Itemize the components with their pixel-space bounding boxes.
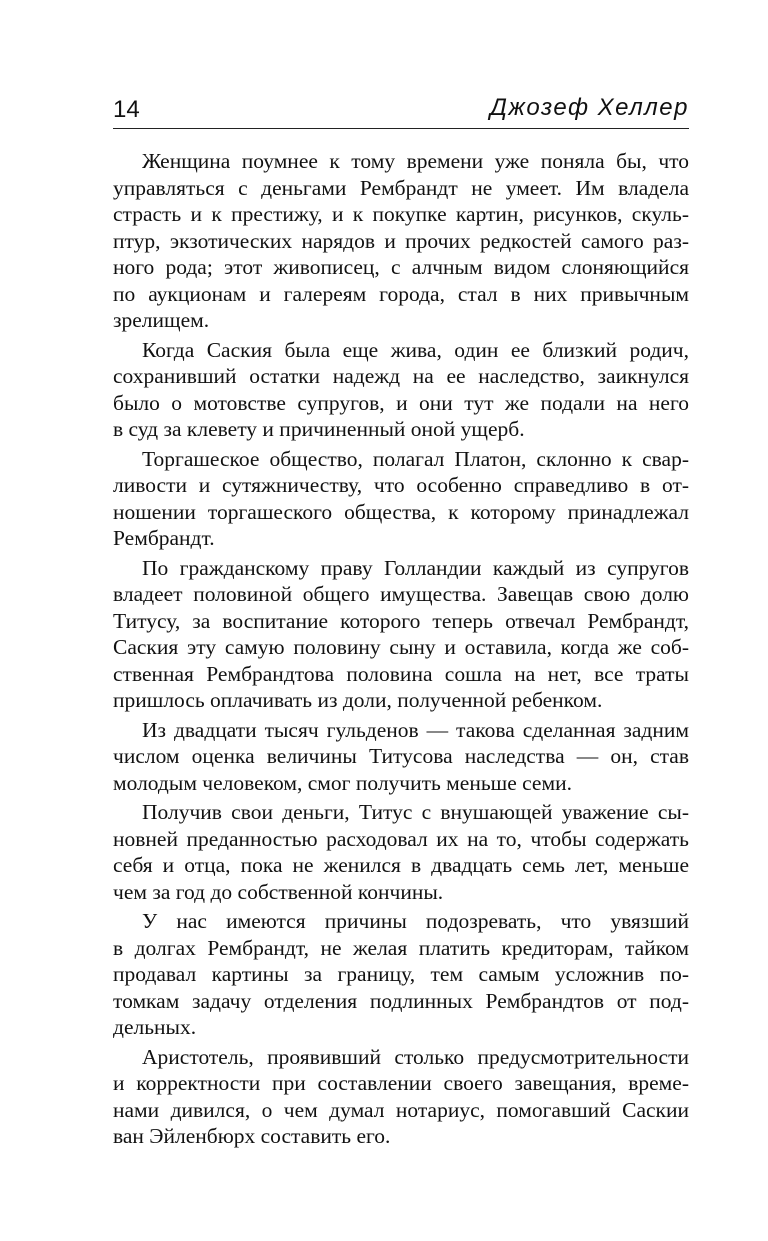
text-line: ливости и сутяжничеству, что особенно справедливо в от- (113, 473, 689, 497)
text-line: пришлось оплачивать из доли, полученной ребенком. (113, 688, 603, 712)
paragraph (113, 799, 689, 905)
text-line: Торгашеское общество, полагал Платон, склонно к свар- (142, 446, 689, 471)
text-line: по аукционам и галереям города, стал в них привычным (113, 281, 689, 306)
text-line: дельных. (113, 1015, 197, 1039)
text-line: и корректности при составлении своего завещания, време- (113, 1071, 689, 1095)
paragraph (113, 555, 689, 714)
header-divider (113, 128, 689, 129)
text-line: чем за год до собственной кончины. (113, 879, 444, 904)
text-line: сохранивший остатки надежд на ее наследство, заикнулся (113, 364, 689, 388)
text-line: Титусу, за воспитание которого теперь отвечал Рембрандт, (113, 608, 689, 633)
text-line: ношении торгашеского общества, к которому принадлежал (113, 499, 689, 524)
text-line: себя и отца, пока не женился в двадцать семь лет, меньше (113, 853, 689, 877)
paragraph (113, 148, 689, 334)
text-line: Из двадцати тысяч гульденов — такова сделанная задним (142, 717, 689, 742)
text-line: томкам задачу отделения подлинных Рембрандтов от под- (113, 988, 689, 1013)
text-line: У нас имеются причины подозревать, что увязший (142, 909, 689, 933)
running-title: Джозеф Хеллер (490, 94, 689, 121)
text-line: управляться с деньгами Рембрандт не умеет. Им владела (113, 175, 689, 200)
text-line: ного рода; этот живописец, с алчным видом слоняющийся (113, 255, 689, 279)
text-line: числом оценка величины Титусова наследства — он, став (113, 744, 689, 768)
paragraph (113, 1044, 689, 1150)
text-line: птур, экзотических нарядов и прочих редкостей самого раз- (113, 228, 689, 253)
text-line: ственная Рембрандтова половина сошла на нет, все траты (113, 661, 689, 686)
text-line: ван Эйленбюрх составить его. (113, 1124, 391, 1148)
text-line: молодым человеком, смог получить меньше семи. (113, 770, 572, 795)
text-line: Получив свои деньги, Титус с внушающей уважение сы- (142, 800, 689, 824)
text-line: было о мотовстве супругов, и они тут же подали на него (113, 390, 689, 415)
page-header (113, 94, 689, 130)
body-text (113, 148, 689, 1153)
text-line: Саския эту самую половину сыну и оставила, когда же соб- (113, 635, 689, 659)
text-line: Аристотель, проявивший столько предусмотрительности (142, 1044, 689, 1069)
text-line: в долгах Рембрандт, не желая платить кредиторам, тайком (113, 935, 689, 960)
text-line: страсть и к престижу, и к покупке картин, рисунков, скуль- (113, 202, 689, 226)
text-line: в суд за клевету и причиненный оной ущерб. (113, 417, 525, 441)
text-line: Рембрандт. (113, 526, 215, 550)
paragraph (113, 337, 689, 443)
text-line: Женщина поумнее к тому времени уже поняла бы, что (142, 149, 689, 173)
paragraph (113, 446, 689, 552)
text-line: продавал картины за границу, тем самым усложнив по- (113, 962, 689, 986)
text-line: Когда Саския была еще жива, один ее близкий родич, (142, 337, 689, 362)
paragraph (113, 908, 689, 1041)
text-line: По гражданскому праву Голландии каждый из супругов (142, 555, 689, 580)
page-number: 14 (113, 96, 140, 123)
text-line: зрелищем. (113, 308, 210, 332)
text-line: нами дивился, о чем думал нотариус, помогавший Саскии (113, 1097, 689, 1122)
paragraph (113, 717, 689, 797)
text-line: владеет половиной общего имущества. Завещав свою долю (113, 582, 689, 606)
text-line: новней преданностью расходовал их на то, чтобы содержать (113, 826, 689, 851)
